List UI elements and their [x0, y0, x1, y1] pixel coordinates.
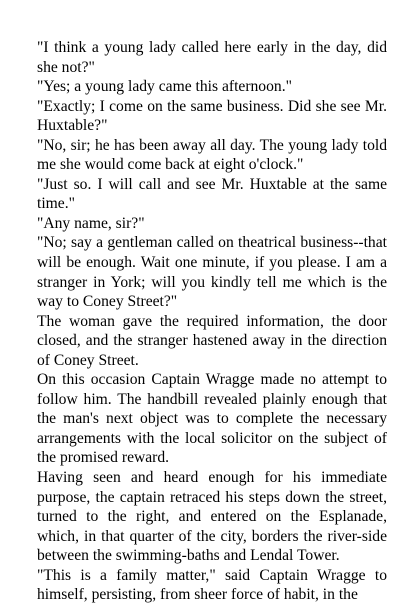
- paragraph: Having seen and heard enough for his immediate purpose, the captain retraced his steps down the street, turned to the right, and entered on the Esplanade, which, in that quarter of the city, borders the river-side between the swimming-baths and Lendal Tower.: [37, 469, 387, 565]
- paragraph: "Exactly; I come on the same business. Did she see Mr. Huxtable?": [37, 97, 387, 135]
- paragraph: "This is a family matter," said Captain Wragge to himself, persisting, from sheer force of habit, in the: [37, 566, 387, 604]
- paragraph: "No; say a gentleman called on theatrical business--that will be enough. Wait one minute, if you please. I am a stranger in York; will you kindly tell me which is the way to Coney Street?": [37, 234, 387, 311]
- document-page: [37, 38, 387, 605]
- paragraph: On this occasion Captain Wragge made no attempt to follow him. The handbill revealed plainly enough that the man's next object was to complete the necessary arrangements with the local solicitor on the subject of the promised reward.: [37, 371, 387, 467]
- paragraph: The woman gave the required information, the door closed, and the stranger hastened away in the direction of Coney Street.: [37, 312, 387, 369]
- paragraph: "Any name, sir?": [37, 214, 145, 232]
- paragraph: "I think a young lady called here early in the day, did she not?": [37, 39, 387, 76]
- paragraph: "Just so. I will call and see Mr. Huxtable at the same time.": [37, 175, 387, 213]
- paragraph: "Yes; a young lady came this afternoon.": [37, 78, 292, 96]
- paragraph: "No, sir; he has been away all day. The young lady told me she would come back at eight o'clock.": [37, 136, 387, 174]
